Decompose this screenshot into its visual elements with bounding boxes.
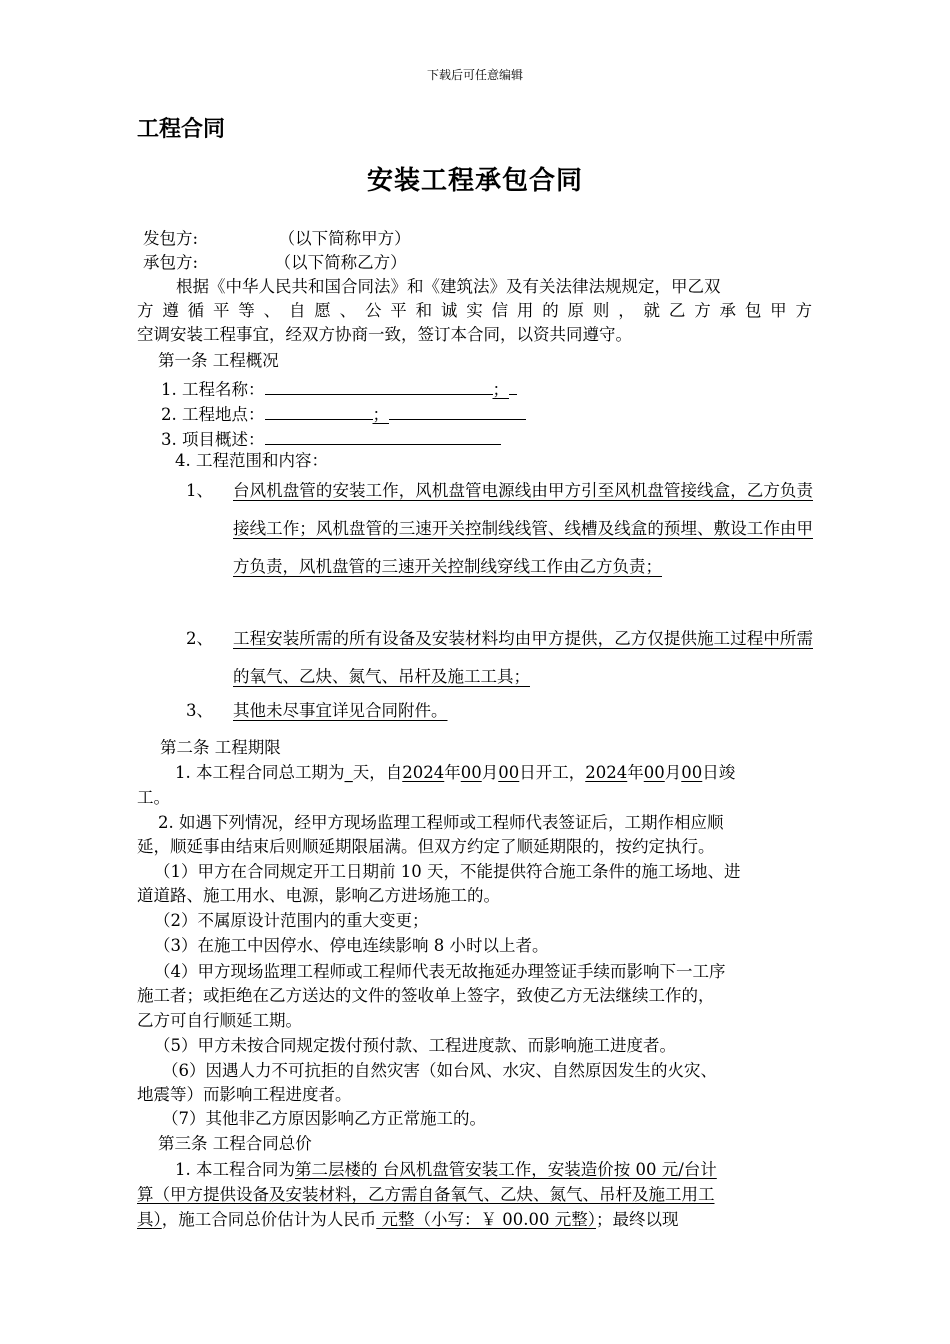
- project-name-tail: ；: [492, 380, 509, 399]
- price-text: ；最终以现: [595, 1210, 679, 1229]
- scope-item-1: [186, 472, 816, 624]
- case-7: （7）其他非乙方原因影响乙方正常施工的。: [162, 1109, 486, 1128]
- end-year: 2024: [585, 763, 628, 782]
- scope-item-number: 2、: [186, 629, 213, 648]
- period-text: 月: [481, 763, 499, 782]
- project-overview-blank: [265, 426, 501, 445]
- project-location-blank-2: [389, 401, 526, 420]
- intro-line-3: 空调安装工程事宜，经双方协商一致，签订本合同，以资共同遵守。: [137, 325, 632, 344]
- project-location-line: [161, 401, 526, 426]
- case-6-line-2: 地震等）而影响工程进度者。: [137, 1085, 352, 1104]
- case-6-line-1: （6）因遇人力不可抗拒的自然灾害（如台风、水灾、自然原因发生的火灾、: [162, 1061, 717, 1080]
- period-text: 日开工，: [519, 763, 586, 782]
- period-days-blank: _: [344, 763, 353, 782]
- period-text: 月: [664, 763, 682, 782]
- article-2-title: 第二条 工程期限: [160, 738, 281, 757]
- price-text: 1. 本工程合同为: [175, 1160, 295, 1179]
- project-name-blank-end: [509, 376, 517, 395]
- employer-note: （以下简称甲方）: [278, 229, 411, 248]
- case-1-line-2: 道道路、施工用水、电源，影响乙方进场施工的。: [137, 886, 500, 905]
- article-3-title: 第三条 工程合同总价: [158, 1134, 312, 1153]
- employer-line: [143, 228, 411, 250]
- article-1-title: 第一条 工程概况: [158, 351, 279, 370]
- project-location-mid: ；: [372, 405, 389, 424]
- case-3: （3）在施工中因停水、停电连续影响 8 小时以上者。: [154, 936, 549, 955]
- scope-item-text: 其他未尽事宜详见合同附件。: [233, 701, 448, 720]
- case-4-line-3: 乙方可自行顺延工期。: [137, 1011, 302, 1030]
- case-4-line-2: 施工者；或拒绝在乙方送达的文件的签收单上签字，致使乙方无法继续工作的，: [137, 986, 715, 1005]
- contract-title: 安装工程承包合同: [366, 166, 583, 196]
- project-location-blank-1: [265, 401, 373, 420]
- price-line-2: 算（甲方提供设备及安装材料，乙方需自备氧气、乙炔、氮气、吊杆及施工用工: [137, 1185, 715, 1204]
- period-line-2: 工。: [137, 788, 170, 807]
- project-name-line: [161, 376, 517, 401]
- period-text: 年: [627, 763, 644, 782]
- project-name-blank: [265, 376, 493, 395]
- scope-label: 4. 工程范围和内容：: [175, 451, 328, 470]
- intro-line-1: 根据《中华人民共和国合同法》和《建筑法》及有关法律法规规定，甲乙双: [176, 277, 721, 296]
- price-text: 具）: [137, 1210, 162, 1229]
- contractor-label: 承包方:: [143, 253, 199, 272]
- case-1-line-1: （1）甲方在合同规定开工日期前 10 天，不能提供符合施工条件的施工场地、进: [154, 862, 741, 881]
- scope-item-number: 3、: [186, 701, 213, 720]
- price-line-3: [137, 1209, 678, 1231]
- start-year: 2024: [402, 763, 445, 782]
- period-text: 日竣: [702, 763, 736, 782]
- case-2: （2）不属原设计范围内的重大变更；: [154, 911, 429, 930]
- document-heading: 工程合同: [137, 117, 226, 142]
- case-4-line-1: （4）甲方现场监理工程师或工程师代表无故拖延办理签证手续而影响下一工序: [154, 962, 726, 981]
- total-price-amount: 元整（小写：￥ 00.00 元整）: [376, 1210, 596, 1229]
- contractor-line: [143, 252, 407, 274]
- end-month: 00: [643, 763, 665, 782]
- header-note: 下载后可任意编辑: [426, 68, 523, 82]
- scope-item-number: 1、: [186, 481, 213, 500]
- contractor-note: （以下简称乙方）: [274, 253, 407, 272]
- scope-item-2: [186, 620, 816, 696]
- extension-line-1: 2. 如遇下列情况，经甲方现场监理工程师或工程师代表签证后，工期作相应顺: [158, 813, 724, 832]
- price-line-1: [175, 1159, 717, 1181]
- employer-label: 发包方:: [143, 229, 199, 248]
- period-text: 1. 本工程合同总工期为: [175, 763, 345, 782]
- start-month: 00: [460, 763, 482, 782]
- scope-item-3: [186, 692, 816, 730]
- project-location-label: 2. 工程地点：: [161, 405, 265, 424]
- case-5: （5）甲方未按合同规定拨付预付款、工程进度款、而影响施工进度者。: [154, 1036, 676, 1055]
- project-overview-line: [161, 426, 501, 451]
- intro-line-2: 方遵循平等、自愿、公平和诚实信用的原则，就乙方承包甲方: [137, 301, 812, 320]
- start-day: 00: [498, 763, 520, 782]
- price-text: ，施工合同总价估计为人民币: [161, 1210, 377, 1229]
- period-line: [175, 762, 735, 784]
- scope-item-text: 工程安装所需的所有设备及安装材料均由甲方提供，乙方仅提供施工过程中所需的氧气、乙炔、氮气、吊杆及施工工具；: [233, 629, 813, 686]
- project-overview-label: 3. 项目概述：: [161, 430, 265, 449]
- extension-line-2: 延，顺延事由结束后则顺延期限届满。但双方约定了顺延期限的，按约定执行。: [137, 837, 715, 856]
- scope-item-text: 台风机盘管的安装工作，风机盘管电源线由甲方引至风机盘管接线盒，乙方负责接线工作；风机盘管的三速开关控制线线管、线槽及线盒的预埋、敷设工作由甲方负责，风机盘管的三速开关控制线穿线工作由乙方负责；: [233, 481, 813, 576]
- end-day: 00: [681, 763, 703, 782]
- period-text: 年: [444, 763, 461, 782]
- project-name-label: 1. 工程名称：: [161, 380, 265, 399]
- price-detail: 第二层楼的 台风机盘管安装工作，安装造价按 00 元/台计: [295, 1160, 717, 1179]
- period-text: 天，自: [352, 763, 403, 782]
